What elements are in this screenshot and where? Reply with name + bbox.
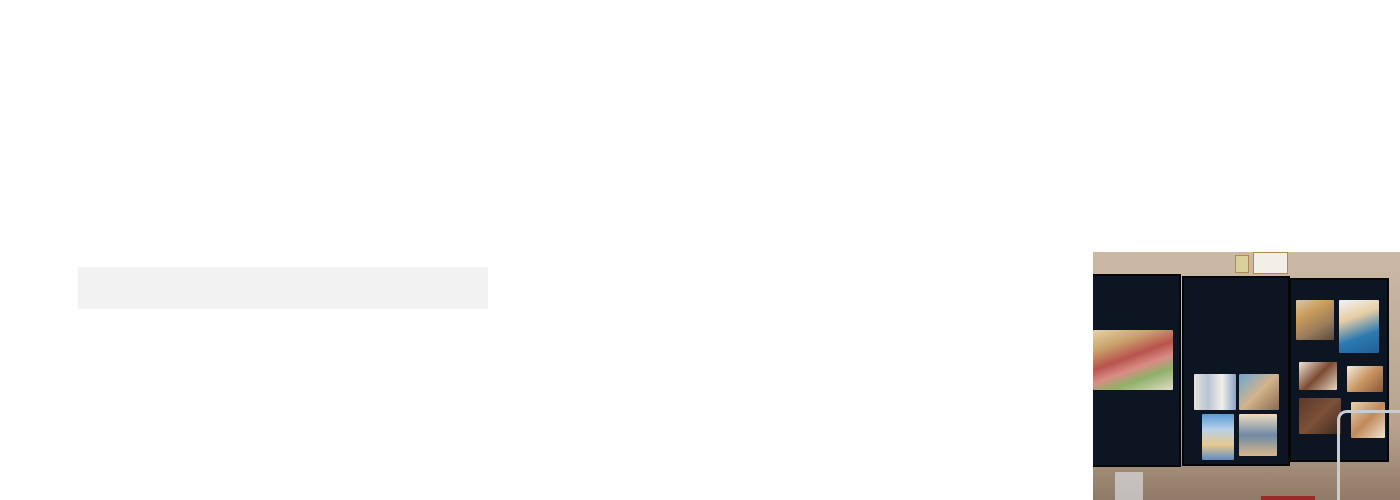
bakery-menu-screens-photo [1093,252,1400,500]
sandwiches-column [930,0,1093,500]
menu-document-page [0,0,540,500]
bagged-bread-image [1194,374,1236,410]
bread-loaf-image [1239,374,1279,410]
cheddar-garlic-bread-image [1296,300,1334,340]
left-menu-screen [1093,274,1181,467]
brownies-image [1347,366,1383,392]
goodies-column [738,0,938,500]
cookies-image [1202,414,1234,460]
coconut-bread-image [1299,398,1341,434]
challah-bread-image [1339,300,1379,353]
section-banner [78,267,488,309]
pull-a-parts-image [1299,362,1337,390]
wall-device [1235,255,1249,273]
red-counter-item [1261,496,1315,500]
gift-box-image [1239,414,1277,456]
middle-menu-screen [1182,276,1290,466]
menu-board-large [540,0,1093,500]
metal-rack [1337,410,1400,500]
sandwich-image [1093,330,1173,390]
dispenser [1115,472,1143,500]
breads-column [540,0,725,500]
menu-board-thumbnail [1093,0,1400,252]
wall-notice [1253,252,1288,274]
thumb-goodies-column [1205,4,1291,18]
